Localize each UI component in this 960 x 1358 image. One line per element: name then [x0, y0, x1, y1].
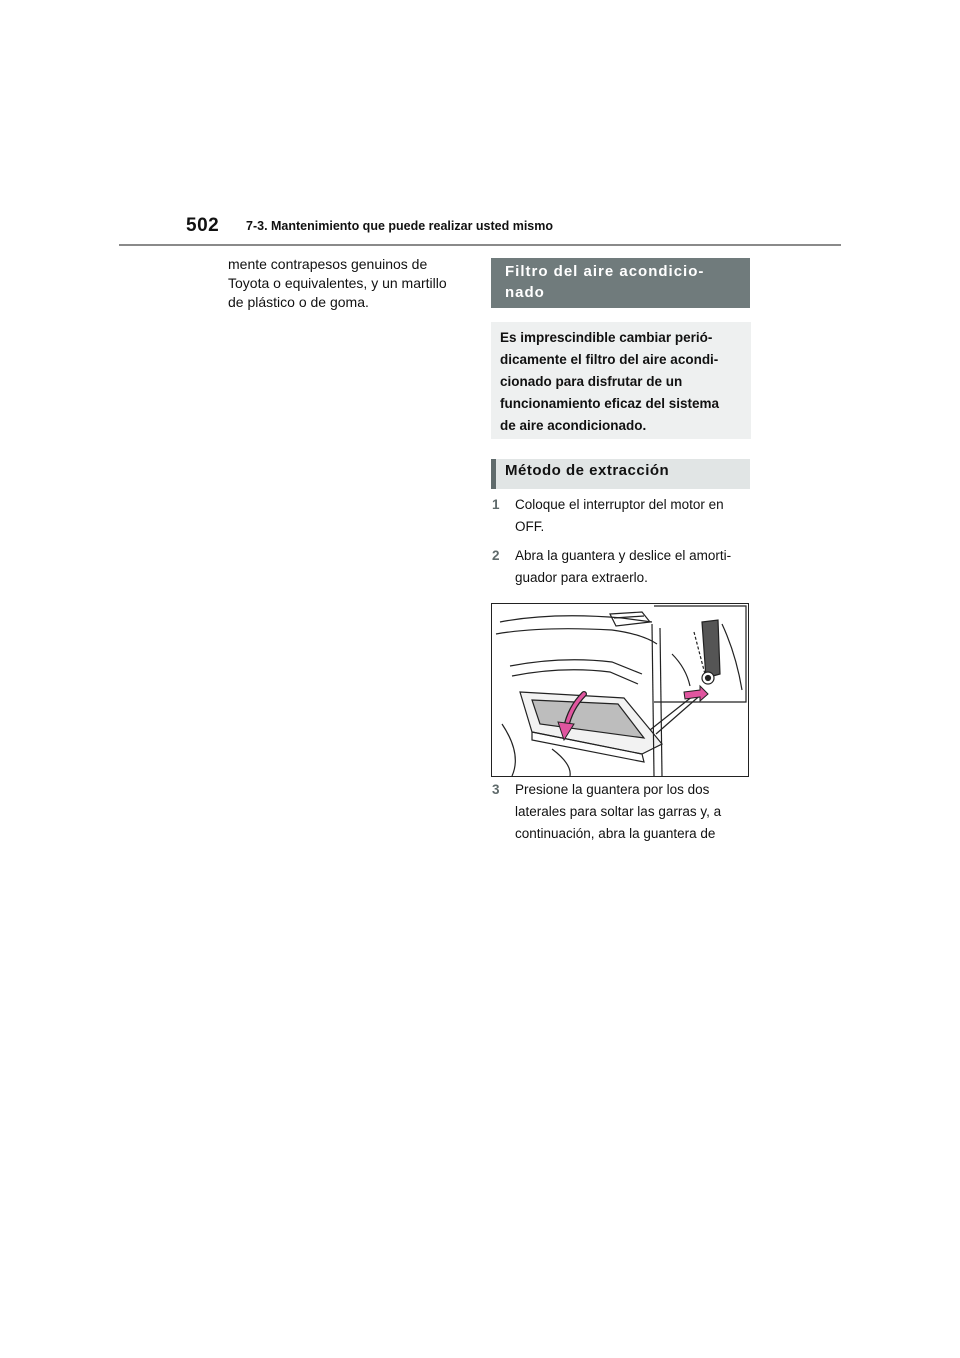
banner-line: Filtro del aire acondicio-	[505, 263, 705, 280]
section-title: 7-3. Mantenimiento que puede realizar usted mismo	[246, 219, 554, 233]
step-line: laterales para soltar las garras y, a	[515, 804, 722, 819]
text-line: de plástico o de goma.	[228, 294, 369, 310]
step-text	[515, 545, 754, 589]
subheading: Método de extracción	[491, 459, 750, 489]
intro-box	[491, 322, 751, 439]
step-line: OFF.	[515, 519, 545, 534]
step-line: Presione la guantera por los dos	[515, 782, 710, 797]
step-text	[515, 779, 754, 845]
step-line: guador para extraerlo.	[515, 570, 648, 585]
banner-line: nado	[505, 284, 545, 301]
glovebox-illustration	[491, 603, 749, 777]
intro-line: cionado para disfrutar de un	[500, 374, 683, 389]
step-1	[492, 494, 754, 538]
section-banner	[491, 258, 750, 308]
step-2	[492, 545, 754, 589]
text-line: Toyota o equivalentes, y un martillo	[228, 275, 447, 291]
text-line: mente contrapesos genuinos de	[228, 256, 428, 272]
step-number: 2	[492, 548, 500, 563]
step-line: continuación, abra la guantera de	[515, 826, 716, 841]
step-number: 1	[492, 497, 500, 512]
step-line: Coloque el interruptor del motor en	[515, 497, 724, 512]
step-line: Abra la guantera y deslice el amorti-	[515, 548, 732, 563]
intro-line: de aire acondicionado.	[500, 418, 647, 433]
step-text	[515, 494, 754, 538]
step-3	[492, 779, 754, 845]
header-rule	[119, 244, 841, 246]
left-column-text	[228, 255, 463, 312]
step-number: 3	[492, 782, 500, 797]
intro-line: Es imprescindible cambiar perió-	[500, 330, 713, 345]
intro-line: funcionamiento eficaz del sistema	[500, 396, 720, 411]
page-number: 502	[186, 215, 220, 236]
intro-line: dicamente el filtro del aire acondi-	[500, 352, 719, 367]
